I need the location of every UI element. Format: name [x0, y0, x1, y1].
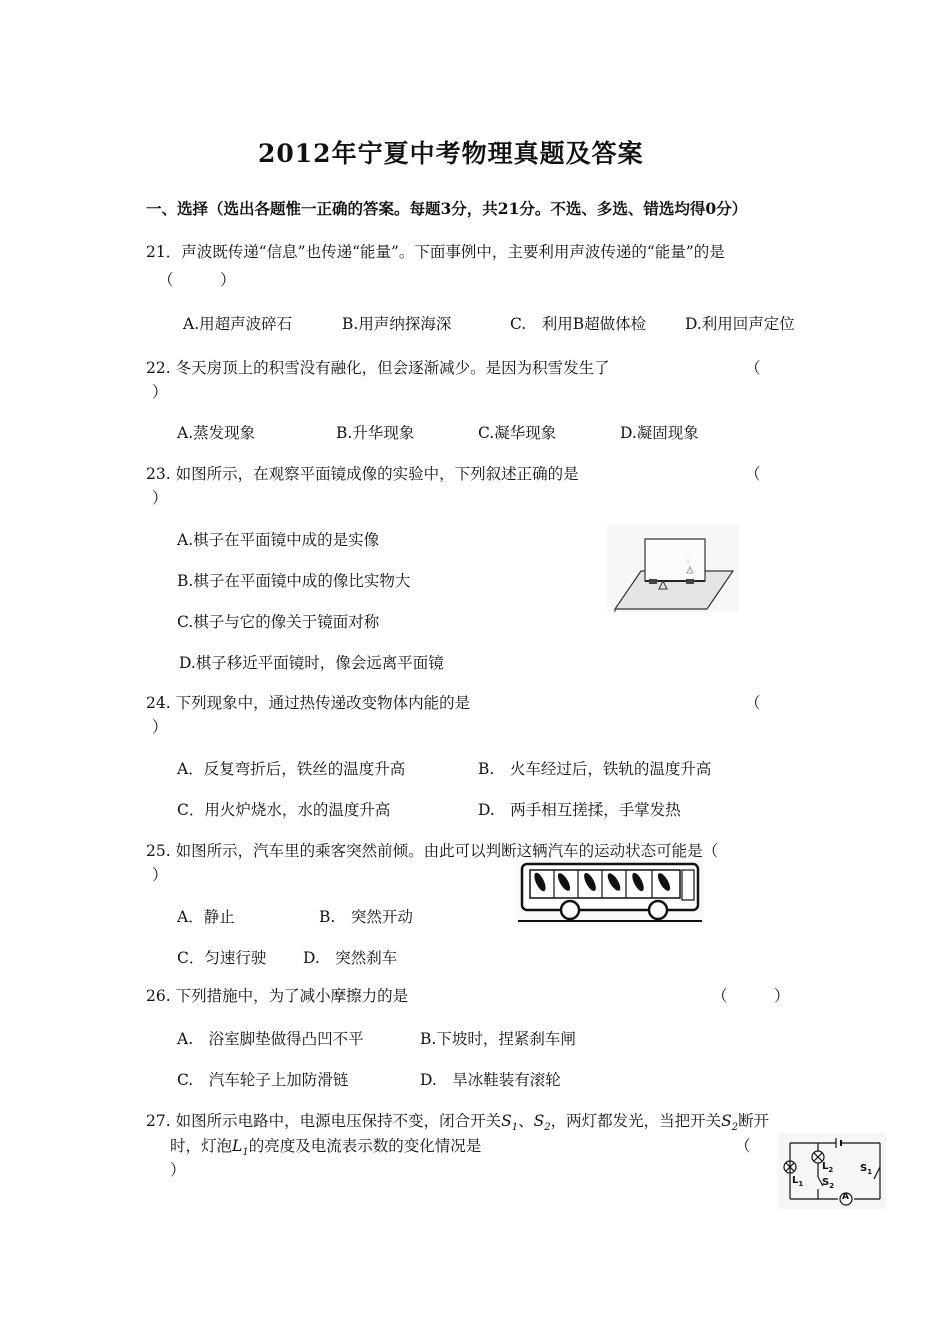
- question-27: 27. 如图所示电路中，电源电压保持不变，闭合开关$S_1$、$S_2$，两灯都发光，当把开关$S_2$断开: [146, 1112, 770, 1134]
- option-c: C.棋子与它的像关于镜面对称: [177, 613, 380, 631]
- bus-passengers-figure: [516, 860, 704, 924]
- option-b: B. 突然开动: [319, 908, 413, 926]
- answer-paren-open: （: [745, 694, 761, 712]
- plane-mirror-figure: [607, 525, 739, 612]
- question-26: [146, 984, 408, 1006]
- circuit-label-l2: $L_2$: [822, 1161, 834, 1174]
- question-stem-c: 断开: [738, 1112, 770, 1130]
- answer-paren-open: （: [745, 465, 761, 483]
- option-d: D. 旱冰鞋装有滚轮: [420, 1071, 561, 1089]
- question-number: 22.: [146, 359, 171, 377]
- option-d: D.棋子移近平面镜时，像会远离平面镜: [179, 654, 444, 672]
- answer-paren-close: ）: [152, 718, 168, 736]
- option-a: A.棋子在平面镜中成的是实像: [177, 531, 380, 549]
- option-b: B. 火车经过后，铁轨的温度升高: [478, 760, 712, 778]
- option-d: D. 突然刹车: [303, 949, 398, 967]
- circuit-label-s1: $S_1$: [860, 1163, 873, 1176]
- option-d: D.凝固现象: [620, 424, 699, 442]
- answer-paren-close: ）: [152, 866, 168, 884]
- option-c: C. 汽车轮子上加防滑链: [177, 1071, 349, 1089]
- question-number: 21．: [146, 243, 182, 261]
- answer-paren-close: ）: [170, 1161, 186, 1179]
- switch-s1-label: $S_1$: [501, 1112, 519, 1134]
- option-d: D.利用回声定位: [685, 315, 795, 333]
- question-stem-b: ，两灯都发光，当把开关: [550, 1112, 722, 1130]
- question-25: [146, 839, 718, 861]
- option-a: A．静止: [177, 908, 235, 926]
- circuit-label-l1: $L_1$: [792, 1175, 804, 1188]
- ammeter-label: A: [842, 1192, 849, 1202]
- circuit-label-s2: $S_2$: [822, 1177, 835, 1190]
- answer-paren-close: ）: [152, 383, 168, 401]
- answer-paren-open: （: [735, 1137, 751, 1155]
- question-stem: 冬天房顶上的积雪没有融化，但会逐渐减少。是因为积雪发生了: [175, 359, 610, 377]
- option-a: A.蒸发现象: [177, 424, 256, 442]
- question-number: 24.: [146, 694, 171, 712]
- option-b: B.下坡时，捏紧刹车闸: [420, 1030, 576, 1048]
- option-d: D. 两手相互搓揉，手掌发热: [478, 801, 681, 819]
- answer-paren-close: ）: [152, 489, 168, 507]
- question-stem: 下列现象中，通过热传递改变物体内能的是: [175, 694, 471, 712]
- option-b: B.升华现象: [336, 424, 415, 442]
- question-number: 27.: [146, 1112, 171, 1130]
- question-24: [146, 691, 470, 713]
- question-22: [146, 356, 610, 378]
- option-c: C．匀速行驶: [177, 949, 267, 967]
- svg-text::: :: [687, 558, 690, 565]
- question-stem: 下列措施中，为了减小摩擦力的是: [175, 987, 409, 1005]
- option-c: C．用火炉烧水，水的温度升高: [177, 801, 391, 819]
- option-c: C. 利用B超做体检: [510, 315, 647, 333]
- circuit-figure: [778, 1133, 886, 1209]
- answer-paren: （ ）: [712, 987, 790, 1005]
- question-stem: 如图所示，在观察平面镜成像的实验中，下列叙述正确的是: [175, 465, 579, 483]
- option-a: A. 浴室脚垫做得凸凹不平: [177, 1030, 364, 1048]
- question-23: [146, 462, 579, 484]
- question-number: 23.: [146, 465, 171, 483]
- question-21: [146, 240, 725, 262]
- bulb-l1-label: $L_1$: [232, 1137, 249, 1159]
- answer-paren: （ ）: [158, 271, 236, 289]
- answer-paren-open: （: [745, 359, 761, 377]
- question-stem: 声波既传递“信息”也传递“能量”。下面事例中，主要利用声波传递的“能量”的是: [181, 243, 725, 261]
- question-27-line2: 时，灯泡$L_1$的亮度及电流表示数的变化情况是: [170, 1137, 482, 1159]
- question-stem-a: 如图所示电路中，电源电压保持不变，闭合开关: [175, 1112, 502, 1130]
- question-number: 25.: [146, 842, 171, 860]
- option-a: A.用超声波碎石: [183, 315, 293, 333]
- switch-s2-label: $S_2$: [721, 1112, 739, 1134]
- option-b: B.棋子在平面镜中成的像比实物大: [177, 572, 411, 590]
- option-c: C.凝华现象: [478, 424, 557, 442]
- question-number: 26.: [146, 987, 171, 1005]
- question-stem: 如图所示，汽车里的乘客突然前倾。由此可以判断这辆汽车的运动状态可能是（: [175, 842, 719, 860]
- page-title: 2012年宁夏中考物理真题及答案: [258, 139, 644, 168]
- option-b: B.用声纳探海深: [342, 315, 452, 333]
- section-heading: 一、选择（选出各题惟一正确的答案。每题3分，共21分。不选、多选、错选均得0分）: [146, 199, 748, 218]
- option-a: A．反复弯折后，铁丝的温度升高: [177, 760, 406, 778]
- switch-s2-label: $S_2$: [533, 1112, 551, 1134]
